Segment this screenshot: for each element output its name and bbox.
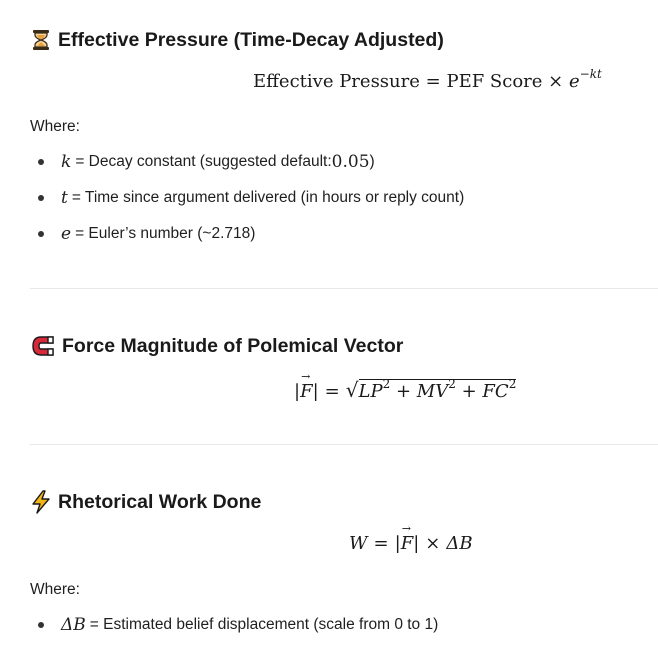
sqrt-sign: √ (345, 378, 359, 402)
vector-f: F (300, 381, 313, 402)
bullet-math-value: 0.05 (331, 152, 370, 172)
symbol-e: e (61, 224, 72, 244)
hourglass-icon (30, 28, 52, 52)
term-mv: MV (416, 381, 449, 402)
formula-equals: = (324, 381, 340, 402)
vector-f: F (400, 533, 414, 554)
magnet-icon (30, 334, 56, 358)
section-title-text: Rhetorical Work Done (58, 490, 262, 513)
bullet-tail: ) (369, 153, 375, 170)
list-item (30, 152, 375, 172)
symbol-t: t (61, 188, 68, 208)
where-label: Where: (30, 581, 80, 598)
plus-op: + (395, 381, 412, 402)
bullet-text: = Time since argument delivered (in hours or reply count) (71, 189, 465, 206)
exp-fc: 2 (508, 377, 517, 391)
exp-mv: 2 (448, 377, 456, 391)
var-w: W (349, 533, 368, 554)
vector-arrow: → (301, 370, 311, 383)
formula-base-e: e (568, 71, 580, 92)
section-title-effective-pressure (30, 28, 444, 52)
formula-times: × (425, 533, 441, 554)
bullet-dot (38, 622, 44, 628)
symbol-k: k (61, 152, 72, 172)
delta-b: ΔB (446, 533, 473, 554)
section-title-force-magnitude (30, 334, 403, 358)
lightning-icon (30, 490, 52, 514)
abs-bar-open: | (294, 381, 301, 402)
formula-exponent: −kt (579, 67, 602, 81)
formula-lhs: Effective Pressure (253, 71, 420, 92)
section-title-text: Force Magnitude of Polemical Vector (62, 334, 404, 357)
section-title-text: Effective Pressure (Time-Decay Adjusted) (58, 28, 444, 51)
formula-equals: = (425, 71, 441, 92)
list-item (30, 615, 438, 635)
symbol-delta-b: ΔB (61, 615, 86, 635)
formula-pef-score: PEF Score (446, 71, 543, 92)
term-fc: FC (482, 381, 509, 402)
where-label: Where: (30, 118, 80, 135)
formula-times: × (548, 71, 564, 92)
exp-lp: 2 (382, 377, 391, 391)
bullet-text: = Estimated belief displacement (scale from 0 to 1) (89, 616, 439, 633)
list-item (30, 188, 464, 208)
vector-arrow: → (401, 522, 411, 535)
abs-bar-close: | (413, 533, 420, 554)
plus-op: + (461, 381, 477, 402)
formula-equals: = (373, 533, 389, 554)
term-lp: LP (358, 381, 383, 402)
abs-bar-close: | (312, 381, 319, 402)
radicand (359, 379, 517, 402)
list-item (30, 224, 255, 244)
bullet-dot (38, 195, 44, 201)
bullet-dot (38, 231, 44, 237)
bullet-dot (38, 159, 44, 165)
bullet-text: = Euler’s number (~2.718) (75, 225, 256, 242)
section-title-rhetorical-work (30, 490, 261, 514)
section-divider (30, 288, 658, 289)
section-divider (30, 444, 658, 445)
bullet-text: = Decay constant (suggested default: (75, 153, 332, 170)
abs-bar-open: | (394, 533, 401, 554)
